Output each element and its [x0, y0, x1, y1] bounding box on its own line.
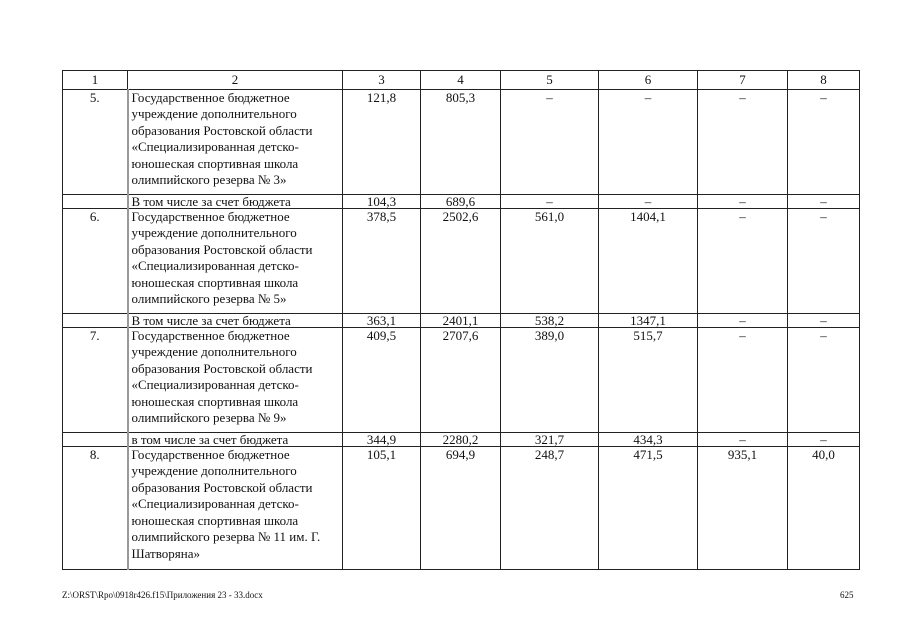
budget-subrow [63, 432, 860, 446]
value-cell: 1347,1 [599, 313, 698, 327]
value-cell: 40,0 [788, 446, 860, 569]
value-cell: – [788, 194, 860, 208]
institution-name: Государственное бюджетное учреждение дополнительного образования Ростовской области «Специализированная детско-юношеская спортивная школа олимпийского резерва № 11 им. Г. Шатворяна» [128, 446, 343, 569]
subrow-label: В том числе за счет бюджета [128, 313, 343, 327]
row-number: 8. [63, 446, 128, 569]
file-path: Z:\ORST\Rpo\0918r426.f15\Приложения 23 - 33.docx [62, 590, 263, 600]
institution-name: Государственное бюджетное учреждение дополнительного образования Ростовской области «Специализированная детско-юношеская спортивная школа олимпийского резерва № 9» [128, 327, 343, 432]
subrow-label: В том числе за счет бюджета [128, 194, 343, 208]
budget-subrow [63, 194, 860, 208]
column-header: 5 [501, 71, 599, 90]
column-header: 8 [788, 71, 860, 90]
value-cell: – [698, 313, 788, 327]
value-cell: 104,3 [343, 194, 421, 208]
value-cell: – [788, 432, 860, 446]
column-header: 7 [698, 71, 788, 90]
value-cell: 935,1 [698, 446, 788, 569]
value-cell: – [501, 194, 599, 208]
value-cell: 105,1 [343, 446, 421, 569]
column-header: 3 [343, 71, 421, 90]
header-row [63, 71, 860, 90]
institution-name: Государственное бюджетное учреждение дополнительного образования Ростовской области «Специализированная детско-юношеская спортивная школа олимпийского резерва № 3» [128, 89, 343, 194]
empty-cell [63, 432, 128, 446]
value-cell: 2280,2 [421, 432, 501, 446]
institution-name: Государственное бюджетное учреждение дополнительного образования Ростовской области «Специализированная детско-юношеская спортивная школа олимпийского резерва № 5» [128, 208, 343, 313]
value-cell: 121,8 [343, 89, 421, 194]
value-cell: 471,5 [599, 446, 698, 569]
subrow-label: в том числе за счет бюджета [128, 432, 343, 446]
value-cell: – [698, 194, 788, 208]
empty-cell [63, 313, 128, 327]
value-cell: – [698, 327, 788, 432]
value-cell: – [599, 194, 698, 208]
value-cell: 538,2 [501, 313, 599, 327]
table-row [63, 208, 860, 313]
value-cell: – [698, 208, 788, 313]
value-cell: – [501, 89, 599, 194]
page-number: 625 [840, 590, 854, 600]
budget-subrow [63, 313, 860, 327]
value-cell: 1404,1 [599, 208, 698, 313]
value-cell: 378,5 [343, 208, 421, 313]
value-cell: – [788, 208, 860, 313]
value-cell: 515,7 [599, 327, 698, 432]
value-cell: – [698, 432, 788, 446]
value-cell: – [788, 313, 860, 327]
value-cell: 2502,6 [421, 208, 501, 313]
value-cell: 689,6 [421, 194, 501, 208]
budget-table [62, 70, 860, 570]
value-cell: 389,0 [501, 327, 599, 432]
row-number: 7. [63, 327, 128, 432]
table-row [63, 327, 860, 432]
value-cell: 561,0 [501, 208, 599, 313]
value-cell: 321,7 [501, 432, 599, 446]
value-cell: 2401,1 [421, 313, 501, 327]
column-header: 1 [63, 71, 128, 90]
empty-cell [63, 194, 128, 208]
value-cell: 363,1 [343, 313, 421, 327]
row-number: 5. [63, 89, 128, 194]
table-row [63, 89, 860, 194]
value-cell: – [788, 89, 860, 194]
value-cell: – [788, 327, 860, 432]
value-cell: 344,9 [343, 432, 421, 446]
value-cell: 694,9 [421, 446, 501, 569]
value-cell: 248,7 [501, 446, 599, 569]
value-cell: 2707,6 [421, 327, 501, 432]
value-cell: 409,5 [343, 327, 421, 432]
column-header: 2 [128, 71, 343, 90]
row-number: 6. [63, 208, 128, 313]
value-cell: 805,3 [421, 89, 501, 194]
column-header: 6 [599, 71, 698, 90]
value-cell: – [698, 89, 788, 194]
value-cell: – [599, 89, 698, 194]
table-row [63, 446, 860, 569]
column-header: 4 [421, 71, 501, 90]
value-cell: 434,3 [599, 432, 698, 446]
